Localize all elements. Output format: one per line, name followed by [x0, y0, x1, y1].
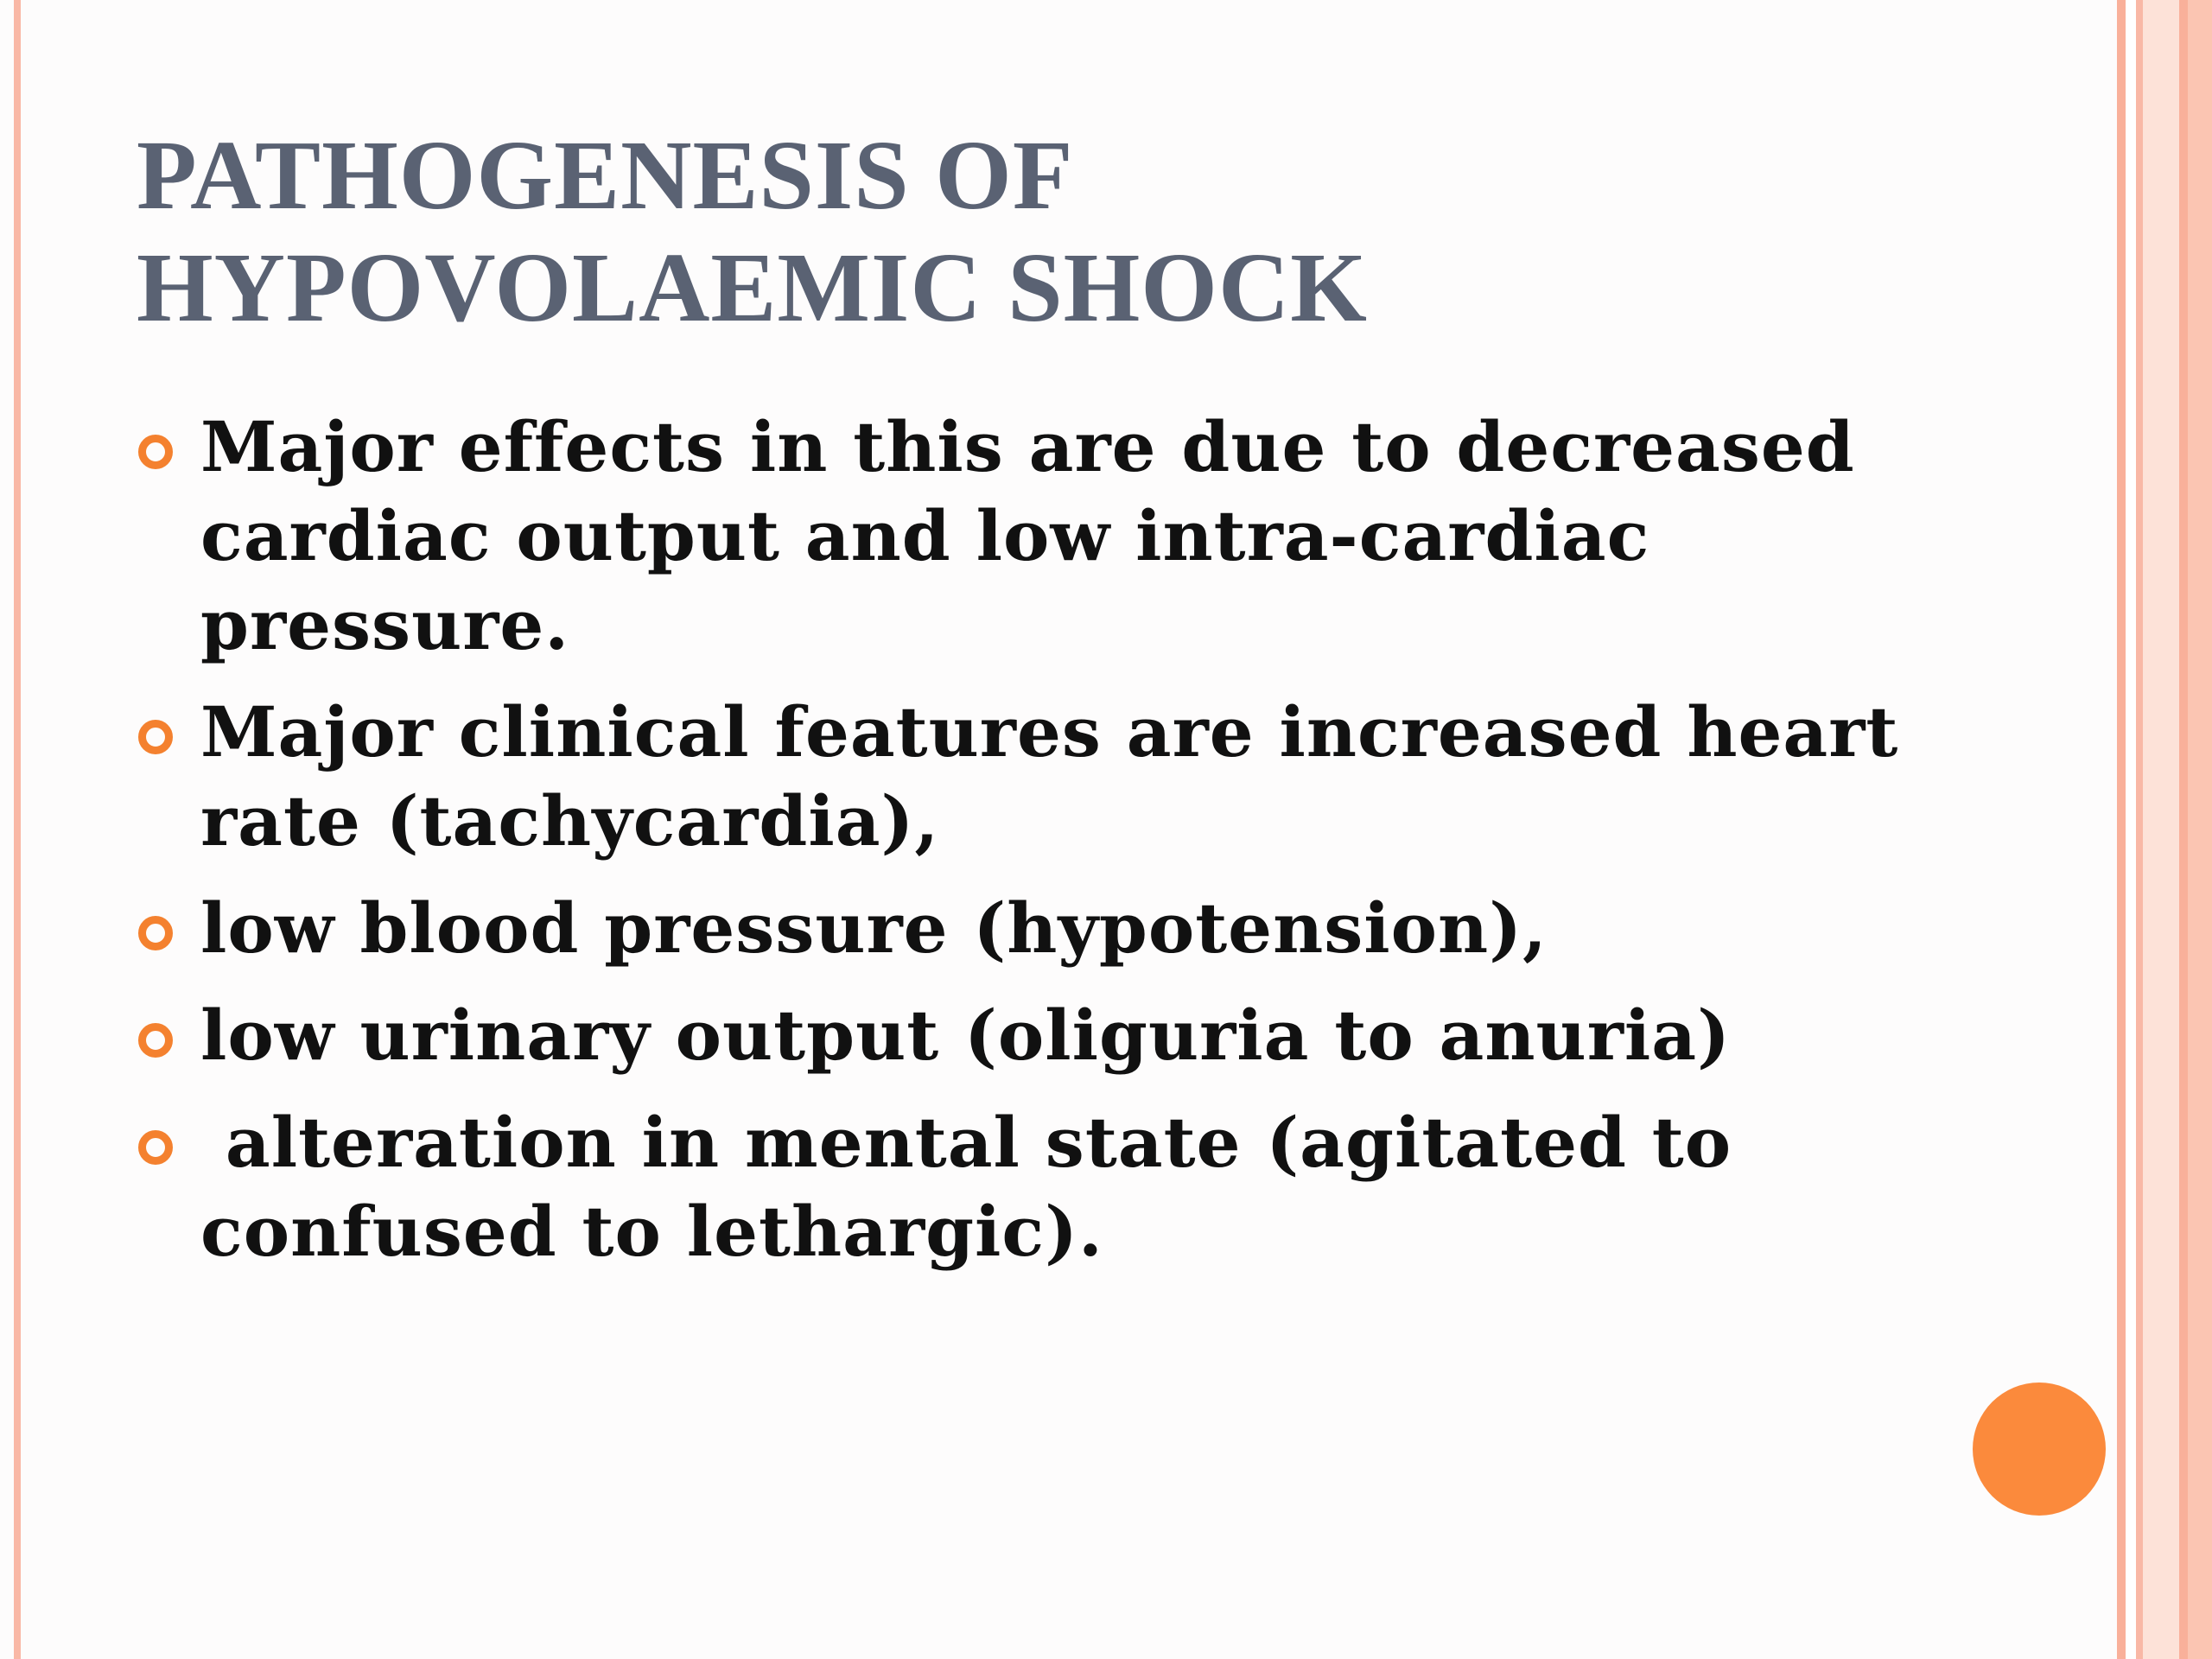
bullet-item — [137, 688, 2081, 866]
ring-bullet-icon — [138, 1023, 173, 1058]
bullet-text: alteration in mental state (agitated to confused to lethargic). — [200, 1102, 1732, 1272]
bullet-item — [137, 403, 2081, 670]
bullet-list — [137, 403, 2081, 1294]
bullet-text: low blood pressure (hypotension), — [200, 887, 1548, 969]
right-border-line — [2117, 0, 2126, 1659]
left-border-rule — [14, 0, 21, 1659]
slide-title — [137, 119, 2037, 344]
ring-bullet-icon — [138, 916, 173, 950]
ring-bullet-icon — [138, 435, 173, 469]
right-border-gap — [2143, 0, 2179, 1659]
right-border-line — [2179, 0, 2188, 1659]
bullet-text: Major clinical features are increased heart rate (tachycardia), — [200, 691, 1899, 861]
right-border-line — [2136, 0, 2143, 1659]
ring-bullet-icon — [138, 720, 173, 754]
bullet-item — [137, 884, 2081, 973]
bullet-text: low urinary output (oliguria to anuria) — [200, 995, 1731, 1076]
orange-circle-decoration — [1973, 1382, 2106, 1516]
right-border-gap — [2126, 0, 2136, 1659]
bullet-item — [137, 1098, 2081, 1276]
bullet-item — [137, 991, 2081, 1080]
ring-bullet-icon — [138, 1130, 173, 1165]
right-border-fill — [2188, 0, 2212, 1659]
title-line-1: PATHOGENESIS OF — [137, 120, 1074, 230]
bullet-text: Major effects in this are due to decreased cardiac output and low intra-cardiac pressure. — [200, 406, 1855, 665]
title-line-2: HYPOVOLAEMIC SHOCK — [137, 232, 1368, 342]
